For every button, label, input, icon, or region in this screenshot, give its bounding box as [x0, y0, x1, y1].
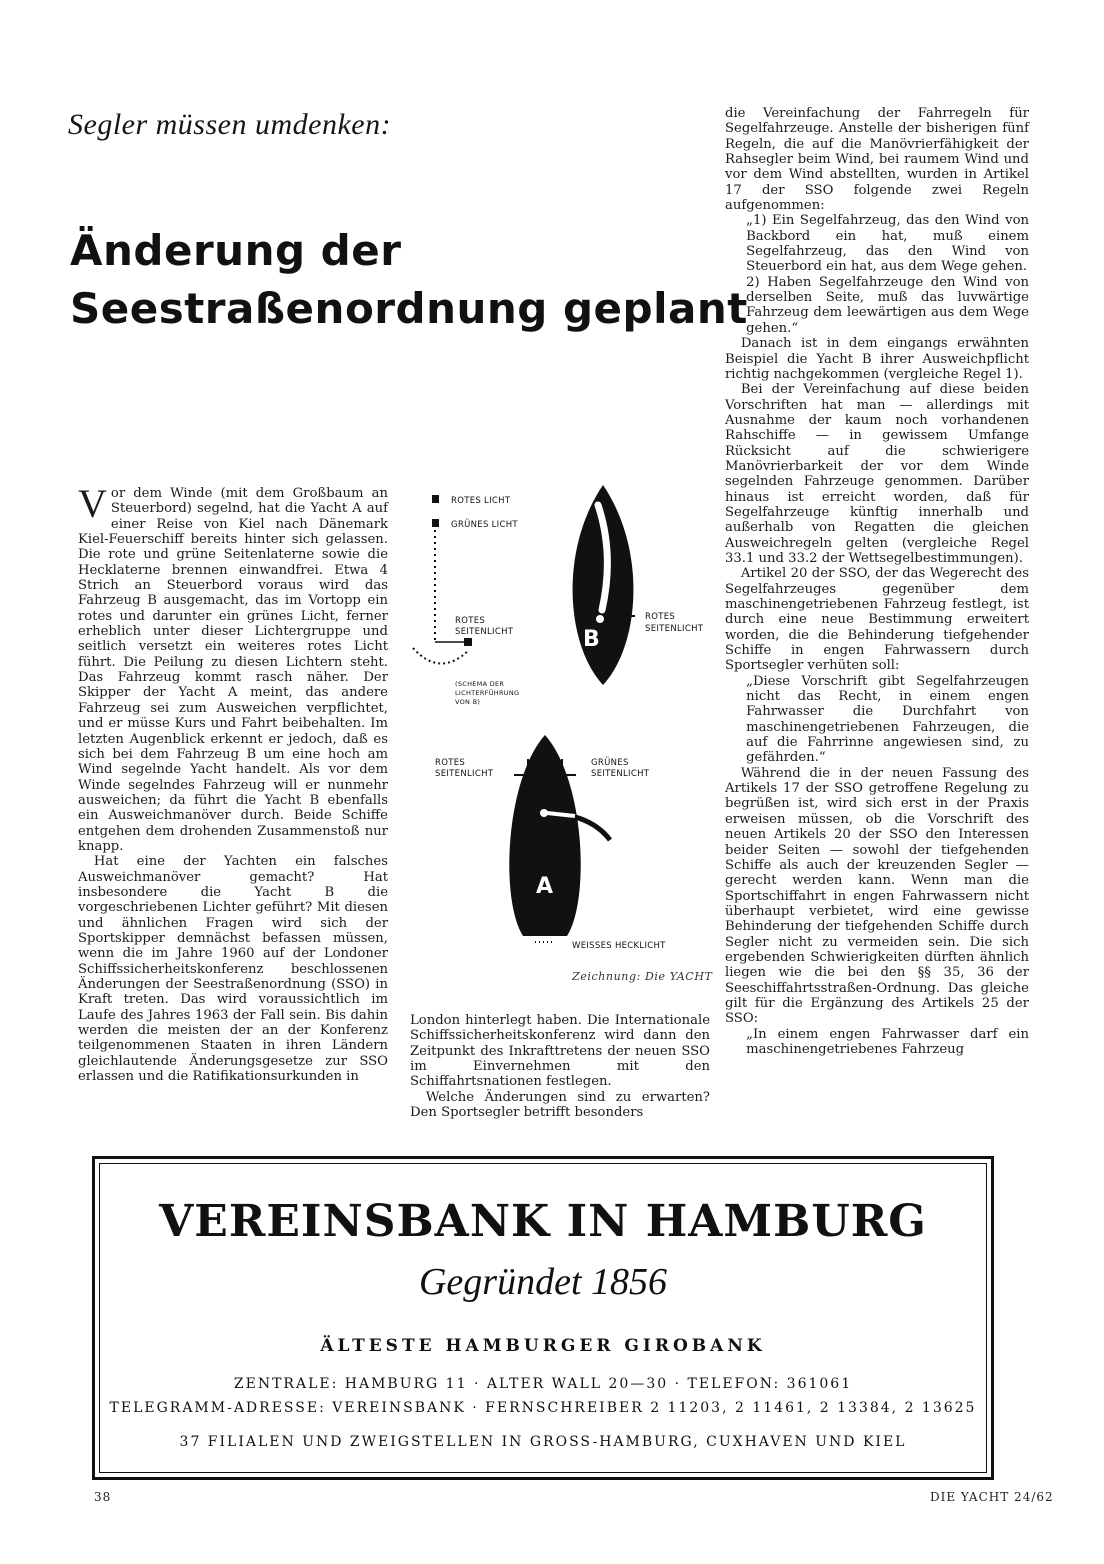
label-gruenes-licht: GRÜNES LICHT [451, 520, 518, 530]
label-b-seitenlicht: SEITENLICHT [645, 624, 704, 634]
ad-title: VEREINSBANK IN HAMBURG [159, 1196, 927, 1247]
green-light-marker [432, 519, 439, 527]
lighting-diagram [405, 480, 720, 955]
boat-a-hull [509, 735, 580, 936]
boat-a-mast [540, 809, 548, 817]
schema-of-b [413, 495, 519, 706]
label-rotes-licht: ROTES LICHT [451, 496, 511, 506]
boat-a-letter: A [536, 874, 554, 899]
label-a-gruenes: GRÜNES [591, 758, 629, 768]
page-number: 38 [94, 1490, 112, 1504]
column-2-paragraph-1: London hinterlegt haben. Die Internationale Schiffssicherheitskonferenz wird dann den Zeitpunkt des Inkrafttretens der neuen SSO im Einvernehmen mit den Schiffahrtsnationen festlegen. [410, 1013, 710, 1090]
article-column-1 [78, 481, 388, 1085]
bank-advertisement [92, 1156, 994, 1480]
ad-subtitle: ÄLTESTE HAMBURGER GIROBANK [320, 1336, 766, 1356]
diagram-caption: Zeichnung: Die YACHT [572, 970, 713, 983]
label-a-seitenlicht-2: SEITENLICHT [591, 769, 650, 779]
column-1-paragraph-1 [78, 481, 388, 854]
column-3-quote-1: „1) Ein Segelfahrzeug, das den Wind von Backbord ein hat, muß einem Segelfahrzeug, das den Wind von Steuerbord ein hat, aus dem Wege gehen. [746, 213, 1029, 275]
ad-inner-frame [99, 1163, 987, 1473]
article-column-3 [725, 106, 1029, 1057]
column-3-paragraph-5: Während die in der neuen Fassung des Artikels 17 der SSO getroffene Regelung zu begrüßen ist, wird sich erst in der Praxis erweisen müssen, ob die Vorschrift des neuen Artikels 20 der SSO den Interessen beider Seiten — sowohl der tiefgehenden Schiffe als auch der kreuzenden Segler — gerecht werden kann. Wenn man die Sportschiffahrt in engen Fahrwassern nicht überhaupt verbietet, wird eine gewisse Behinderung der tiefgehenden Schiffe durch Segler nicht zu vermeiden sein. Die sich ergebenden Schwierigkeiten dürften ähnlich liegen wie die bei den §§ 35, 36 der Seeschiffahrtsstraßen-Ordnung. Das gleiche gilt für die Ergänzung des Artikels 25 der SSO: [725, 765, 1029, 1027]
issue-label: DIE YACHT 24/62 [930, 1490, 1054, 1504]
column-3-paragraph-3: Bei der Vereinfachung auf diese beiden Vorschriften hat man — allerdings mit Ausnahme der kaum noch vorhandenen Rahschiffe — in gewissem Umfange Rücksicht auf die schwierigere Manövrierbarkeit der vor dem Winde segelnden Fahrzeuge genommen. Darüber hinaus ist erreicht worden, daß für Segelfahrzeuge künftig innerhalb und außerhalb von Regatten die gleichen Ausweichregeln gelten (vergleiche Regel 33.1 und 33.2 der Wettsegelbestimmungen). [725, 382, 1029, 566]
column-3-paragraph-1: die Vereinfachung der Fahrregeln für Segelfahrzeuge. Anstelle der bisherigen fünf Regeln, die auf die Manövrierfähigkeit der Rahsegler beim Wind, bei raumem Wind und vor dem Wind abstellten, wurden in Artikel 17 der SSO folgende zwei Regeln aufgenommen: [725, 106, 1029, 214]
ad-address-line: ZENTRALE: HAMBURG 11 · ALTER WALL 20—30 · TELEFON: 361061 [233, 1376, 853, 1392]
article-kicker: Segler müssen umdenken: [68, 108, 392, 141]
label-schema-1: (SCHEMA DER [455, 680, 505, 688]
label-schema-2: LICHTERFÜHRUNG [455, 689, 520, 697]
headline-line-2: Seestraßenordnung geplant [70, 284, 748, 333]
column-1-paragraph-2: Hat eine der Yachten ein falsches Ausweichmanöver gemacht? Hat insbesondere die Yacht B die vorgeschriebenen Lichter geführt? Mit diesen und ähnlichen Fragen wird sich der Sportskipper demnächst befassen müssen, wenn die im Jahre 1960 auf der Londoner Schiffssicherheitskonferenz beschlossenen Änderungen der Seestraßenordnung (SSO) in Kraft treten. Das wird voraussichtlich im Laufe des Jahres 1963 der Fall sein. Bis dahin werden die meisten der an der Konferenz teilgenommenen Staaten in ihren Ländern gleichlautende Änderungsgesetze zur SSO erlassen und die Ratifikationsurkunden in [78, 854, 388, 1085]
ad-telegram-line: TELEGRAMM-ADRESSE: VEREINSBANK · FERNSCHREIBER 2 11203, 2 11461, 2 13384, 2 13625 [109, 1400, 977, 1416]
column-3-paragraph-4: Artikel 20 der SSO, der das Wegerecht des Segelfahrzeuges gegenüber dem maschinengetriebenen Fahrzeug festlegt, ist durch eine neue Bestimmung erweitert worden, die die Behinderung tiefgehender Schiffe in engen Fahrwassern durch Sportsegler verhüten soll: [725, 566, 1029, 674]
column-1-paragraph-1-text: or dem Winde (mit dem Großbaum an Steuerbord) segelnd, hat die Yacht A auf einer Reise von Kiel nach Dänemark Kiel-Feuerschiff bereits hinter sich gelassen. Die rote und grüne Seitenlaterne sowie die Hecklaterne brennen einwandfrei. Etwa 4 Strich an Steuerbord voraus wird das Fahrzeug B ausgemacht, das im Vortopp ein rotes und darunter ein grünes Licht, ferner erheblich unter dieser Lichtergruppe und seitlich versetzt ein weiteres rotes Licht führt. Die Peilung zu diesen Lichtern steht. Das Fahrzeug kommt rasch näher. Der Skipper der Yacht A meint, das andere Fahrzeug sei zum Ausweichen verpflichtet, und er müsse Kurs und Fahrt beibehalten. Im letzten Augenblick erkennt er jedoch, daß es sich bei dem Fahrzeug B um eine hoch am Wind segelnde Yacht handelt. Als vor dem Winde segelndes Fahrzeug will er nunmehr ausweichen; da führt die Yacht B ebenfalls ein Ausweichmanöver durch. Beide Schiffe entgehen dem drohenden Zusammenstoß nur knapp. [78, 486, 388, 854]
column-3-quote-3: „Diese Vorschrift gibt Segelfahrzeugen nicht das Recht, in einem engen Fahrwasser die Durchfahrt von maschinengetriebenen Fahrzeugen, die auf die Fahrrinne angewiesen sind, zu gefährden.“ [746, 673, 1029, 766]
label-seitenlicht-1: SEITENLICHT [455, 627, 514, 637]
boat-b [573, 485, 704, 685]
label-a-seitenlicht: SEITENLICHT [435, 769, 494, 779]
boat-b-mast [596, 615, 604, 623]
boat-b-letter: B [583, 627, 600, 652]
label-weisses-hecklicht: WEISSES HECKLICHT [572, 941, 666, 951]
label-b-rotes: ROTES [645, 612, 676, 622]
label-schema-3: VON B) [455, 698, 481, 706]
ad-founded: Gegründet 1856 [418, 1261, 668, 1303]
column-3-quote-2: 2) Haben Segelfahrzeuge den Wind von derselben Seite, muß das luvwärtige Fahrzeug dem leewärtigen aus dem Wege gehen.“ [746, 274, 1029, 336]
side-light-marker [464, 638, 472, 646]
column-3-paragraph-2: Danach ist in dem eingangs erwähnten Beispiel die Yacht B ihrer Ausweichpflicht richtig nachgekommen (vergleiche Regel 1). [725, 336, 1029, 382]
hull-outline-dotted [413, 648, 469, 664]
article-column-2 [410, 1013, 710, 1120]
drop-cap: V [78, 481, 107, 526]
article-headline [70, 222, 748, 338]
boat-a [435, 735, 666, 951]
column-2-paragraph-2: Welche Änderungen sind zu erwarten? Den Sportsegler betrifft besonders [410, 1089, 710, 1121]
column-3-quote-4: „In einem engen Fahrwasser darf ein maschinengetriebenes Fahrzeug [746, 1026, 1029, 1057]
label-a-rotes: ROTES [435, 758, 466, 768]
headline-line-1: Änderung der [70, 226, 402, 275]
red-light-marker [432, 495, 439, 503]
ad-branches-line: 37 FILIALEN UND ZWEIGSTELLEN IN GROSS-HAMBURG, CUXHAVEN UND KIEL [179, 1434, 907, 1450]
label-rotes-1: ROTES [455, 616, 486, 626]
